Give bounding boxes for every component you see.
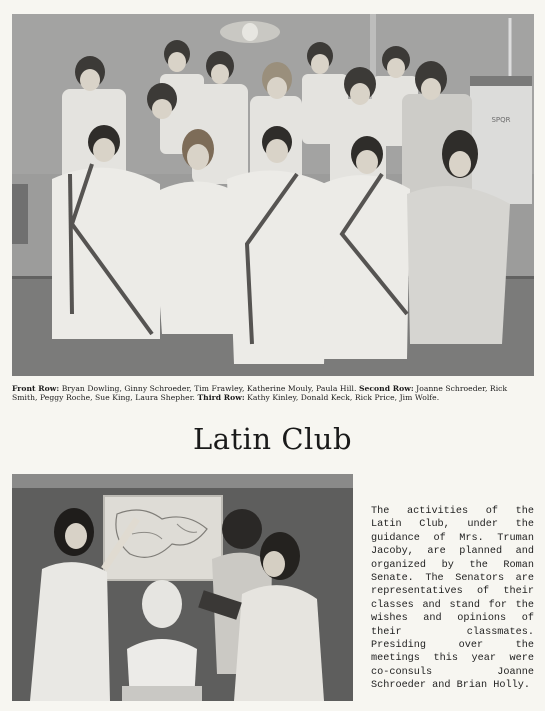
caption-row1-label: Front Row: — [12, 384, 60, 393]
caption-row1-names: Bryan Dowling, Ginny Schroeder, Tim Frawley, Katherine Mouly, Paula Hill. — [61, 384, 357, 393]
caption-row3-names: Kathy Kinley, Donald Keck, Rick Price, Jim Wolfe. — [247, 393, 440, 403]
article-body: The activities of the Latin Club, under the guidance of Mrs. Truman Jacoby, are planned and organized by the Roman Senate. The Senators are representatives of their classes and stand for the wishes and opinions of their classmates. Presiding over the meetings this year were co-consuls Joanne Schroeder and Brian Holly. — [371, 506, 534, 692]
caption-row2-label: Second Row: — [358, 384, 414, 393]
caption-row3-label: Third Row: — [197, 393, 245, 403]
group-photo-image — [12, 14, 534, 376]
photo-caption — [12, 384, 534, 402]
caption-row2-names: Joanne Schroeder, Rick Smith, Peggy Roche, Sue King, Laura Shepher. — [12, 384, 508, 403]
map-photo — [12, 474, 353, 701]
group-photo — [12, 14, 534, 376]
map-photo-image — [12, 474, 353, 701]
svg-text:SPQR: SPQR — [491, 116, 511, 124]
page-title: Latin Club — [192, 422, 353, 456]
eagle-emblem — [220, 21, 280, 43]
